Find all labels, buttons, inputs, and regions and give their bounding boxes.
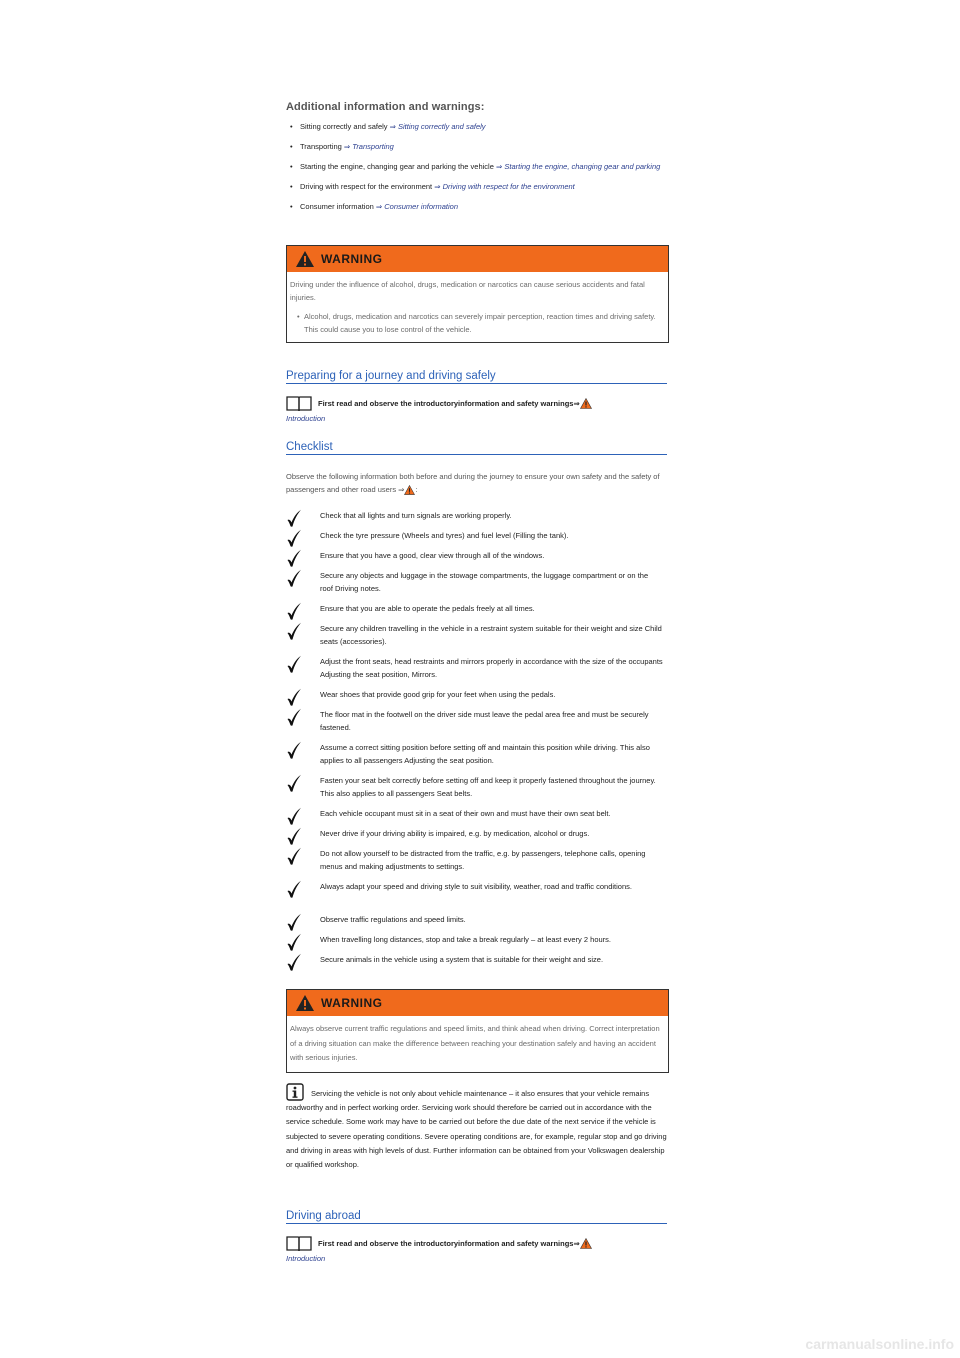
warning-title: WARNING xyxy=(321,252,383,266)
warning-triangle-icon xyxy=(580,1238,592,1249)
warning-box xyxy=(286,989,669,1073)
checkmark-icon xyxy=(286,880,302,898)
section-title-preparing: Preparing for a journey and driving safely xyxy=(286,370,667,384)
warning-box xyxy=(286,245,669,343)
checklist-item: Secure animals in the vehicle using a system that is suitable for their weight and size. xyxy=(286,953,667,966)
checklist-item: Never drive if your driving ability is impaired, e.g. by medication, alcohol or drugs. xyxy=(286,827,667,840)
warning-body: Driving under the influence of alcohol, drugs, medication or narcotics can cause serious accidents and fatal injuries. • Alcohol, drugs, medication and narcotics can severely impair perception, reaction times and driving safety. This could cause you to lose control of the vehicle. xyxy=(287,272,668,342)
checklist-item: Check the tyre pressure (Wheels and tyres) and fuel level (Filling the tank). xyxy=(286,529,667,542)
link-consumer[interactable]: ⇒ Consumer information xyxy=(375,202,459,211)
checklist-item: Secure any children travelling in the vehicle in a restraint system suitable for their weight and size Child seats (accessories). xyxy=(286,622,667,648)
checklist-item: Assume a correct sitting position before setting off and maintain this position while driving. This also applies to all passengers Adjusting the seat position. xyxy=(286,741,667,767)
checklist-item: Always adapt your speed and driving style to suit visibility, weather, road and traffic conditions. xyxy=(286,880,667,906)
checklist-item: Do not allow yourself to be distracted from the traffic, e.g. by passengers, telephone calls, opening menus and making adjustments to settings. xyxy=(286,847,667,873)
checkmark-icon xyxy=(286,933,302,951)
list-item: • Transporting ⇒ Transporting xyxy=(290,142,394,151)
warning-bullet: • Alcohol, drugs, medication and narcotics can severely impair perception, reaction times and driving safety. This could cause you to lose control of the vehicle. xyxy=(297,312,656,334)
info-note: Servicing the vehicle is not only about vehicle maintenance – it also ensures that your vehicle remains roadworthy and in perfect working order. Servicing work should therefore be carried out in accordance with the service schedule. Some work may have to be carried out before the due date of the next service if the vehicle is subjected to severe operating conditions. Severe operating conditions are, for example, regular stop and go driving and driving in areas with high levels of dust. Further information can be obtained from your Volkswagen dealership or qualified workshop. xyxy=(286,1083,667,1172)
book-icon xyxy=(286,1235,312,1252)
checklist-item: The floor mat in the footwell on the driver side must leave the pedal area free and must be securely fastened. xyxy=(286,708,667,734)
checkmark-icon xyxy=(286,708,302,726)
checkmark-icon xyxy=(286,827,302,845)
checklist-item: Ensure that you are able to operate the pedals freely at all times. xyxy=(286,602,667,615)
checklist-item: Each vehicle occupant must sit in a seat of their own and must have their own seat belt. xyxy=(286,807,667,820)
checkmark-icon xyxy=(286,529,302,547)
book-icon xyxy=(286,395,312,412)
list-item: • Driving with respect for the environment ⇒ Driving with respect for the environment xyxy=(290,182,575,191)
warning-header xyxy=(287,246,668,272)
checkmark-icon xyxy=(286,509,302,527)
warning-triangle-icon xyxy=(404,485,415,495)
warning-title: WARNING xyxy=(321,996,383,1010)
warning-header xyxy=(287,990,668,1016)
additional-list xyxy=(286,120,667,220)
checklist-item: Secure any objects and luggage in the stowage compartments, the luggage compartment or on the roof Driving notes. xyxy=(286,569,667,595)
warning-triangle-icon xyxy=(580,398,592,409)
info-icon xyxy=(286,1083,304,1101)
checkmark-icon xyxy=(286,774,302,792)
list-item: • Consumer information ⇒ Consumer information xyxy=(290,202,459,211)
warning-body: Always observe current traffic regulations and speed limits, and think ahead when driving. Correct interpretation of a driving situation can make the difference between reaching your destination safely and having an accident with serious injuries. xyxy=(290,1024,660,1062)
checkmark-icon xyxy=(286,622,302,640)
checklist-item: Observe traffic regulations and speed limits. xyxy=(286,913,667,926)
checkmark-icon xyxy=(286,655,302,673)
list-item: • Sitting correctly and safely ⇒ Sitting correctly and safely xyxy=(290,122,486,131)
link-introduction[interactable]: Introduction xyxy=(286,1254,326,1263)
checklist-item: Wear shoes that provide good grip for your feet when using the pedals. xyxy=(286,688,667,701)
checkmark-icon xyxy=(286,913,302,931)
watermark-logo: carmanualsonline.info xyxy=(805,1336,954,1352)
link-sitting[interactable]: ⇒ Sitting correctly and safely xyxy=(389,122,486,131)
checklist-item: Ensure that you have a good, clear view through all of the windows. xyxy=(286,549,667,562)
checklist-intro: Observe the following information both before and during the journey to ensure your own safety and the safety of passengers and other road users ⇒ : xyxy=(286,472,660,494)
checklist xyxy=(286,509,667,973)
checkmark-icon xyxy=(286,741,302,759)
checkmark-icon xyxy=(286,549,302,567)
section-title-checklist: Checklist xyxy=(286,441,667,455)
link-introduction[interactable]: Introduction xyxy=(286,414,326,423)
additional-heading: Additional information and warnings: xyxy=(286,101,485,113)
list-item: • Starting the engine, changing gear and parking the vehicle ⇒ Starting the engine, changing gear and parking xyxy=(290,162,661,171)
link-transporting[interactable]: ⇒ Transporting xyxy=(343,142,394,151)
warning-triangle-icon xyxy=(295,250,315,268)
checklist-item: Check that all lights and turn signals are working properly. xyxy=(286,509,667,522)
checkmark-icon xyxy=(286,602,302,620)
checkmark-icon xyxy=(286,847,302,865)
section-title-abroad: Driving abroad xyxy=(286,1210,667,1224)
warning-triangle-icon xyxy=(295,994,315,1012)
link-starting[interactable]: ⇒ Starting the engine, changing gear and parking xyxy=(495,162,661,171)
checklist-item: Adjust the front seats, head restraints and mirrors properly in accordance with the size of the occupants Adjusting the seat position, Mirrors. xyxy=(286,655,667,681)
checkmark-icon xyxy=(286,807,302,825)
checkmark-icon xyxy=(286,688,302,706)
link-environment[interactable]: ⇒ Driving with respect for the environment xyxy=(434,182,575,191)
checklist-item: When travelling long distances, stop and take a break regularly – at least every 2 hours. xyxy=(286,933,667,946)
checkmark-icon xyxy=(286,953,302,971)
checkmark-icon xyxy=(286,569,302,587)
checklist-item: Fasten your seat belt correctly before setting off and keep it properly fastened throughout the journey. This also applies to all passengers Seat belts. xyxy=(286,774,667,800)
